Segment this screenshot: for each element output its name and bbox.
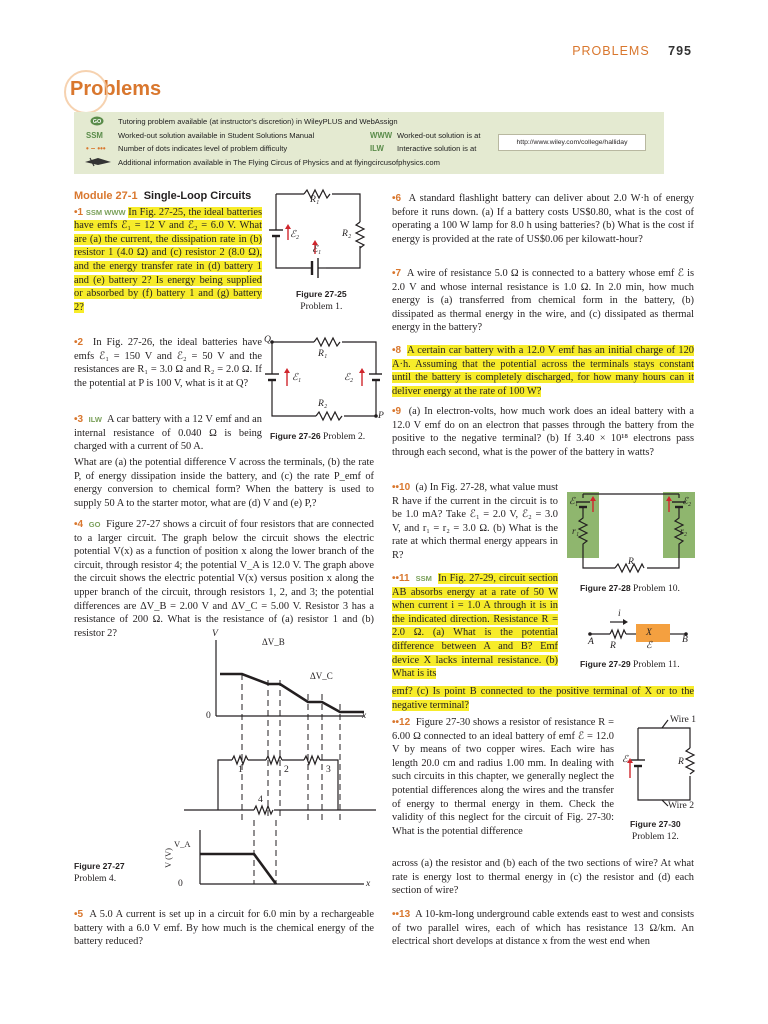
- problem-5-text: A 5.0 A current is set up in a circuit for 6.0 min by a rechargeable battery with a 6.0 V emf. By how much is the chemical energy of the battery reduced?: [74, 909, 375, 948]
- f29-R-label: R: [610, 640, 616, 651]
- problem-11-text-a: In Fig. 27-29, circuit section AB absorbs energy at a rate of 50 W when current i = 1.0 A through it is in the indicated direction. Resistance R = 2.0 Ω. (a) What is the potential difference between A and B? Emf device X lacks internal resistance. (b) What is its: [392, 573, 558, 680]
- problem-10: ••10 (a) In Fig. 27-28, what value must R have if the current in the circuit is to be 1.0 mA? Take ℰ₁ = 2.0 V, ℰ₂ = 3.0 V, and r₁ = r₂ = 3.0 Ω. (b) What is the rate at which thermal energy appears in R?: [392, 482, 558, 561]
- problem-11: ••11 SSM In Fig. 27-29, circuit section AB absorbs energy at a rate of 50 W when current i = 1.0 A through it is in the indicated direction. Resistance R = 2.0 Ω. (a) What is the potential difference between A and B? Emf device X lacks internal resistance. (b) What is its: [392, 573, 558, 680]
- f28-r1-label: r₁: [572, 526, 580, 537]
- problem-3-text-b: What are (a) the potential difference V across the terminals, (b) the rate P, of energy dissipation inside the battery, and (c) the rate P_emf of energy conversion to chemical form? When the battery is used to supply 50 A to the starter motor, what are (d) V and (e) P,?: [74, 457, 374, 509]
- f29-B-label: B: [682, 634, 688, 645]
- f28-R-label: R: [628, 556, 634, 567]
- f29-E-label: ℰ: [646, 640, 652, 651]
- legend-dots-text: Number of dots indicates level of problem difficulty: [118, 144, 288, 153]
- f29-i-label: i: [618, 608, 621, 619]
- problem-11-cont: [392, 685, 694, 712]
- figure-27-27-diagram: [180, 630, 380, 890]
- legend-dots-key: • – •••: [86, 144, 106, 153]
- problem-13-text: A 10-km-long underground cable extends east to west and consists of two parallel wires, each of which has resistance 13 Ω/km. An electrical short develops at distance x from the west end when: [392, 909, 694, 948]
- problem-12: ••12 Figure 27-30 shows a resistor of resistance R = 6.00 Ω connected to an ideal battery of emf ℰ = 12.0 V by means of two copper wires. Each wire has length 20.0 cm and radius 1.00 mm. In dealing with such circuits in this chapter, we generally neglect the potential differences along the wires and the transfer of energy to thermal energy in them. Check the validity of this neglect for the circuit of Fig. 27-30: What is the potential difference: [392, 717, 614, 837]
- problem-3-text-a: A car battery with a 12 V emf and an internal resistance of 0.040 Ω is being charged with a current of 50 A.: [74, 414, 262, 453]
- problem-1: •1 SSM WWW In Fig. 27-25, the ideal batteries have emfs ℰ₁ = 12 V and ℰ₂ = 6.0 V. What are (a) the current, the dissipation rate in (b) resistor 1 (4.0 Ω) and (c) resistor 2 (8.0 Ω), and the energy transfer rate in (d) battery 1 and (e) battery 2? Is energy being supplied or absorbed by (f) battery 1 and (g) battery 2?: [74, 206, 262, 313]
- running-header: [572, 44, 692, 58]
- figure-27-29-caption: Figure 27-29 Problem 11.: [580, 659, 680, 670]
- f26-P-label: P: [378, 410, 384, 421]
- problem-8: •8 A certain car battery with a 12.0 V emf has an initial charge of 120 A·h. Assuming that the potential across the terminals stays constant until the battery is completely discharged, for how many hours can it deliver energy at the rate of 100 W?: [392, 345, 694, 397]
- svg-text:GO: GO: [92, 119, 102, 126]
- f27-resistor-4-label: 4: [258, 794, 263, 805]
- problem-12-cont: [392, 857, 694, 898]
- problem-11-text-b: emf? (c) Is point B connected to the positive terminal of X or to the negative terminal?: [392, 686, 694, 711]
- problem-3: •3 ILW A car battery with a 12 V emf and an internal resistance of 0.040 Ω is being charged with a current of 50 A.: [74, 414, 262, 453]
- legend-ssm-key: SSM: [86, 131, 103, 140]
- device-x-box: [636, 624, 670, 642]
- f25-E1-label: ℰ₁: [312, 244, 322, 255]
- problem-9-text: (a) In electron-volts, how much work does an ideal battery with a 12.0 V emf do on an electron that passes through the battery from the positive to the negative terminal? (b) If 3.40 × 10¹⁸ electrons pass through each second, what is the power of the battery in watts?: [392, 406, 694, 458]
- figure-27-30-circuit: [618, 716, 708, 812]
- f27-Vx-axis-label: V (V): [162, 848, 173, 868]
- f27-resistor-3-label: 3: [326, 764, 331, 775]
- problem-2: •2 In Fig. 27-26, the ideal batteries have emfs ℰ₁ = 150 V and ℰ₂ = 50 V and the resistances are R₁ = 3.0 Ω and R₂ = 2.0 Ω. If the potential at P is 100 V, what is it at Q?: [74, 337, 262, 389]
- f27-resistor-2-label: 2: [284, 764, 289, 775]
- go-icon: [90, 116, 104, 126]
- legend-ilw-text: Interactive solution is at: [397, 144, 477, 153]
- f25-E2-label: ℰ₂: [290, 229, 300, 240]
- f27-dVB-label: ΔV_B: [262, 637, 285, 647]
- f27-x-bottom: x: [366, 878, 371, 889]
- f30-wire-2-label: Wire 2: [668, 800, 694, 811]
- problem-4: •4 GO Figure 27-27 shows a circuit of four resistors that are connected to a larger circuit. The graph below the circuit shows the electric potential V(x) as a function of position x along the lower branch of the circuit, through resistor 4; the potential V_A is 12.0 V. The graph above the circuit shows the electric potential V(x) versus position x along the upper branch of the circuit, through resistors 1, 2, and 3; the potential differences are ΔV_B = 2.00 V and ΔV_C = 5.00 V. Resistor 3 has a resistance of 200 Ω. What is the resistance of (a) resistor 1 and (b) resistor 2?: [74, 519, 374, 639]
- figure-27-26-caption: Figure 27-26 Problem 2.: [270, 431, 366, 442]
- figure-27-28-caption: Figure 27-28 Problem 10.: [580, 583, 680, 594]
- flying-circus-icon: [84, 156, 112, 167]
- page-number: 795: [668, 44, 692, 58]
- f26-R1-label: R₁: [318, 348, 328, 359]
- f27-zero-bottom: 0: [178, 878, 183, 889]
- f26-E1-label: ℰ₁: [292, 372, 302, 383]
- f29-A-label: A: [588, 636, 594, 647]
- problem-12-text-b: across (a) the resistor and (b) each of the two sections of wire? At what rate is energy lost to thermal energy in (c) the resistor and (d) each section of wire?: [392, 858, 694, 897]
- problem-6-text: A standard flashlight battery can deliver about 2.0 W·h of energy before it runs down. (a) If a battery costs US$0.80, what is the cost of operating a 100 W lamp for 8.0 h using batteries? (b) What is the cost if energy is provided at the rate of US$0.06 per kilowatt-hour?: [392, 193, 695, 245]
- f27-resistor-1-label: 1: [238, 764, 243, 775]
- f28-E1-label: ℰ₁: [569, 496, 579, 507]
- legend-ssm-text: Worked-out solution available in Student Solutions Manual: [118, 131, 315, 140]
- problem-8-text: A certain car battery with a 12.0 V emf has an initial charge of 120 A·h. Assuming that the potential across the terminals stays constant until the battery is completely discharged, for how many hours can it deliver energy at the rate of 100 W?: [392, 345, 694, 397]
- f27-VA-label: V_A: [174, 839, 191, 849]
- f27-dVC-label: ΔV_C: [310, 671, 333, 681]
- legend-www-key: WWW: [370, 131, 393, 140]
- f30-E-label: ℰ: [622, 754, 628, 765]
- f25-R1-label: R₁: [310, 194, 320, 205]
- problem-7: •7 A wire of resistance 5.0 Ω is connected to a battery whose emf ℰ is 2.0 V and whose internal resistance is 1.0 Ω. In 2.0 min, how much energy is (a) transferred from chemical form in the battery, (b) dissipated as thermal energy in the wire, and (c) dissipated as thermal energy in the battery?: [392, 268, 694, 334]
- page-title: Problems: [70, 78, 161, 101]
- f30-R-label: R: [678, 756, 684, 767]
- f28-E2-label: ℰ₂: [682, 496, 692, 507]
- legend-www-text: Worked-out solution is at: [397, 131, 481, 140]
- problem-6: •6 A standard flashlight battery can deliver about 2.0 W·h of energy before it runs down. (a) If a battery costs US$0.80, what is the cost of operating a 100 W lamp for 8.0 h using batteries? (b) What is the cost if energy is provided at the rate of US$0.06 per kilowatt-hour?: [392, 193, 695, 245]
- problem-12-text-a: Figure 27-30 shows a resistor of resistance R = 6.00 Ω connected to an ideal battery of emf ℰ = 12.0 V by means of two copper wires. Each wire has length 20.0 cm and radius 1.00 mm. In dealing with such circuits in this chapter, we generally neglect the potential differences along the wires and the transfer of energy to thermal energy in them. Check the validity of this neglect for the circuit of Fig. 27-30: What is the potential difference: [392, 717, 614, 837]
- f26-E2-label: ℰ₂: [344, 372, 354, 383]
- title-swirl-ornament: [64, 70, 108, 114]
- f26-Q-label: Q: [264, 334, 271, 345]
- f28-r2-label: r₂: [680, 526, 688, 537]
- url-box[interactable]: http://www.wiley.com/college/halliday: [498, 134, 646, 151]
- problem-1-text: In Fig. 27-25, the ideal batteries have emfs ℰ₁ = 12 V and ℰ₂ = 6.0 V. What are (a) the current, the dissipation rate in (b) resistor 1 (4.0 Ω) and (c) resistor 2 (8.0 Ω), and the energy transfer rate in (d) battery 1 and (e) battery 2? Is energy being supplied or absorbed by (f) battery 1 and (g) battery 2?: [74, 206, 262, 313]
- figure-27-30-caption: Figure 27-30 Problem 12.: [630, 819, 681, 842]
- legend-box: [74, 112, 664, 174]
- f25-R2-label: R₂: [342, 228, 352, 239]
- problem-2-text: In Fig. 27-26, the ideal batteries have emfs ℰ₁ = 150 V and ℰ₂ = 50 V and the resistances are R₁ = 3.0 Ω and R₂ = 2.0 Ω. If the potential at P is 100 V, what is it at Q?: [74, 337, 262, 389]
- f27-x-top: x: [362, 710, 367, 721]
- f27-V-label: V: [212, 628, 218, 639]
- figure-27-27-caption: Figure 27-27 Problem 4.: [74, 861, 125, 884]
- legend-go-text: Tutoring problem available (at instructor's discretion) in WileyPLUS and WebAssign: [118, 117, 398, 126]
- problem-13: ••13 A 10-km-long underground cable extends east to west and consists of two parallel wires, each of which has resistance 13 Ω/km. An electrical short develops at distance x from the west end when: [392, 909, 694, 948]
- legend-ilw-key: ILW: [370, 144, 384, 153]
- section-title: PROBLEMS: [572, 44, 650, 58]
- f29-X-label: X: [646, 627, 652, 638]
- problem-3-cont: [74, 456, 374, 510]
- problem-10-text: (a) In Fig. 27-28, what value must R have if the current in the circuit is to be 1.0 mA? Take ℰ₁ = 2.0 V, ℰ₂ = 3.0 V, and r₁ = r₂ = 3.0 Ω. (b) What is the rate at which thermal energy appears in R?: [392, 482, 558, 561]
- problem-7-text: A wire of resistance 5.0 Ω is connected to a battery whose emf ℰ is 2.0 V and whose internal resistance is 1.0 Ω. In 2.0 min, how much energy is (a) transferred from chemical form in the battery, (b) dissipated as thermal energy in the wire, and (c) dissipated as thermal energy in the battery?: [392, 268, 694, 334]
- f27-zero-top: 0: [206, 710, 211, 721]
- f30-wire-1-label: Wire 1: [670, 714, 696, 725]
- figure-27-25-caption: Figure 27-25 Problem 1.: [296, 289, 347, 312]
- legend-flying-text: Additional information available in The Flying Circus of Physics and at flyingcircusofphysics.com: [118, 158, 440, 167]
- problem-9: •9 (a) In electron-volts, how much work does an ideal battery with a 12.0 V emf do on an electron that passes through the battery from the positive to the negative terminal? (b) If 3.40 × 10¹⁸ electrons pass through each second, what is the power of the battery in watts?: [392, 406, 694, 458]
- module-heading: Module 27-1 Single-Loop Circuits: [74, 190, 252, 202]
- problem-5: •5 A 5.0 A current is set up in a circuit for 6.0 min by a rechargeable battery with a 6.0 V emf. By how much is the chemical energy of the battery reduced?: [74, 909, 375, 948]
- problem-4-text: Figure 27-27 shows a circuit of four resistors that are connected to a larger circuit. The graph below the circuit shows the electric potential V(x) as a function of position x along the lower branch of the circuit, through resistor 4; the potential V_A is 12.0 V. The graph above the circuit shows the electric potential V(x) versus position x along the upper branch of the circuit, through resistors 1, 2, and 3; the potential differences are ΔV_B = 2.00 V and ΔV_C = 5.00 V. Resistor 3 has a resistance of 200 Ω. What is the resistance of (a) resistor 1 and (b) resistor 2?: [74, 519, 374, 639]
- f26-R2-label: R₂: [318, 398, 328, 409]
